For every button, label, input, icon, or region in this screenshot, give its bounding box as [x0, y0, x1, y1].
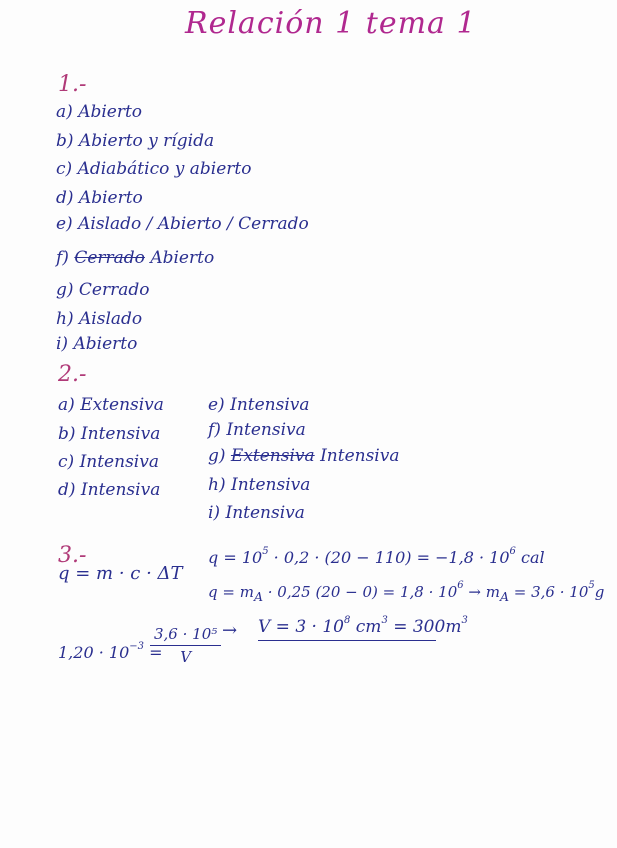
item-label: a) — [58, 395, 75, 415]
s2-item-e — [208, 395, 310, 415]
section-2-heading: 2.- — [58, 362, 87, 387]
item-label: c) — [56, 159, 73, 179]
item-label: f) — [208, 420, 221, 440]
s2-item-a — [58, 395, 164, 415]
s2-item-i — [208, 503, 305, 523]
section-1-heading: 1.- — [58, 72, 87, 97]
item-text: Aislado — [79, 309, 143, 329]
section-3-heading: 3.- — [58, 543, 87, 568]
s1-item-c — [56, 159, 251, 179]
item-text: Aislado / Abierto / Cerrado — [78, 214, 309, 234]
s1-item-g — [56, 280, 150, 300]
s2-item-b — [58, 424, 160, 444]
s2-item-g — [208, 446, 399, 466]
item-text: Intensiva — [79, 452, 159, 472]
item-label: i) — [56, 334, 69, 354]
item-label: g) — [56, 280, 74, 300]
equation-3-fraction — [150, 625, 221, 666]
item-text: Intensiva — [320, 446, 400, 466]
item-text: Intensiva — [80, 424, 161, 444]
item-label: d) — [56, 188, 74, 208]
struck-text: Extensiva — [230, 446, 315, 466]
item-label: e) — [208, 395, 225, 415]
heat-formula: q = m · c · ΔT — [58, 563, 183, 584]
item-text: Intensiva — [80, 480, 161, 500]
item-text: Intensiva — [230, 395, 310, 415]
item-label: b) — [58, 424, 76, 444]
equation-3-lhs: $1,20 \cdot 10^{-3}$ = — [58, 641, 163, 662]
item-text: Abierto — [73, 334, 138, 354]
s2-item-c — [58, 452, 159, 472]
item-text: Extensiva — [80, 395, 164, 415]
item-label: f) — [56, 248, 69, 268]
item-label: c) — [58, 452, 75, 472]
implies-arrow: → — [222, 620, 238, 641]
equation-1: $q = 10^5 \cdot 0,2 \cdot (20 - 110) = -1,8 \cdot 10^6$ cal — [208, 546, 545, 567]
item-text: Abierto — [150, 248, 215, 268]
s1-item-b — [56, 131, 214, 151]
s1-item-a — [56, 102, 142, 122]
s2-item-f — [208, 420, 306, 440]
result-underline — [258, 640, 436, 641]
item-text: Abierto — [78, 188, 143, 208]
item-text: Intensiva — [231, 475, 311, 495]
item-text: Abierto y rígida — [78, 131, 215, 151]
item-label: b) — [56, 131, 74, 151]
item-label: e) — [56, 214, 73, 234]
item-text: Cerrado — [78, 280, 150, 300]
item-label: h) — [56, 309, 74, 329]
item-text: Intensiva — [226, 420, 306, 440]
item-text: Adiabático y abierto — [77, 159, 252, 179]
struck-text: Cerrado — [74, 248, 145, 268]
equation-3-result: $V = 3 \cdot 10^8$ $cm^3 = 300m^3$ — [258, 615, 468, 637]
fraction-denominator: V — [180, 648, 192, 666]
item-label: g) — [208, 446, 226, 466]
page-title: Relación 1 tema 1 — [185, 6, 477, 41]
item-label: h) — [208, 475, 226, 495]
equation-2: $q = m_A \cdot 0,25$ $(20 - 0) = 1,8 \cdot 10^6 \to m_A = 3,6 \cdot 10^5g$ — [208, 580, 605, 604]
item-label: i) — [208, 503, 221, 523]
item-text: Intensiva — [225, 503, 305, 523]
s2-item-h — [208, 475, 310, 495]
item-label: a) — [56, 102, 73, 122]
s2-item-d — [58, 480, 160, 500]
item-label: d) — [58, 480, 76, 500]
s1-item-e — [56, 214, 309, 234]
s1-item-i — [56, 334, 137, 354]
s1-item-d — [56, 188, 143, 208]
s1-item-f — [56, 248, 214, 268]
s1-item-h — [56, 309, 142, 329]
fraction-numerator: 3,6 · 10⁵ — [150, 625, 221, 646]
item-text: Abierto — [78, 102, 143, 122]
